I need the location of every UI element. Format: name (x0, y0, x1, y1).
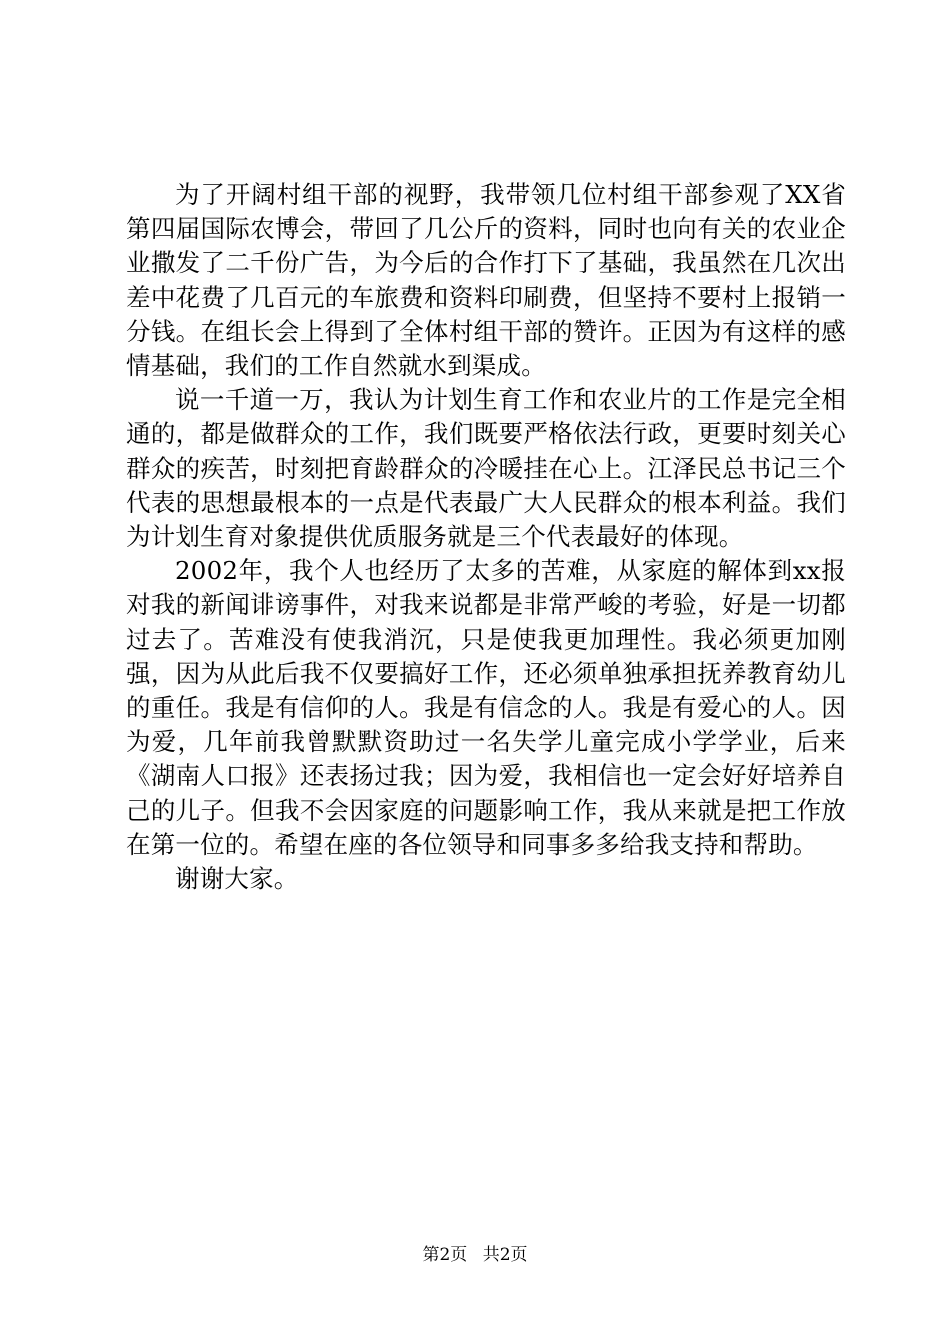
paragraph-4: 谢谢大家。 (175, 864, 299, 894)
paragraph-1: 为了开阔村组干部的视野，我带领几位村组干部参观了XX省第四届国际农博会，带回了几公斤的资料，同时也向有关的农业企业撒发了二千份广告，为今后的合作打下了基础，我虽然在几次出差中花费了几百元的车旅费和资料印刷费，但坚持不要村上报销一分钱。在组长会上得到了全体村组干部的赞许。正因为有这样的感情基础，我们的工作自然就水到渠成。 (126, 180, 846, 381)
document-body (126, 178, 846, 896)
paragraph-2: 说一千道一万，我认为计划生育工作和农业片的工作是完全相通的，都是做群众的工作，我们既要严格依法行政，更要时刻关心群众的疾苦，时刻把育龄群众的冷暖挂在心上。江泽民总书记三个代表的思想最根本的一点是代表最广大人民群众的根本利益。我们为计划生育对象提供优质服务就是三个代表最好的体现。 (126, 385, 846, 552)
page-total: 共2页 (482, 1245, 528, 1265)
page-number: 第2页 (422, 1245, 468, 1265)
paragraph-3: 2002年，我个人也经历了太多的苦难，从家庭的解体到xx报对我的新闻诽谤事件，对我来说都是非常严峻的考验，好是一切都过去了。苦难没有使我消沉，只是使我更加理性。我必须更加刚强，因为从此后我不仅要搞好工作，还必须单独承担抚养教育幼儿的重任。我是有信仰的人。我是有信念的人。我是有爱心的人。因为爱，几年前我曾默默资助过一名失学儿童完成小学学业，后来《湖南人口报》还表扬过我；因为爱，我相信也一定会好好培养自己的儿子。但我不会因家庭的问题影响工作，我从来就是把工作放在第一位的。希望在座的各位领导和同事多多给我支持和帮助。 (126, 556, 846, 859)
page-footer (0, 1240, 950, 1265)
